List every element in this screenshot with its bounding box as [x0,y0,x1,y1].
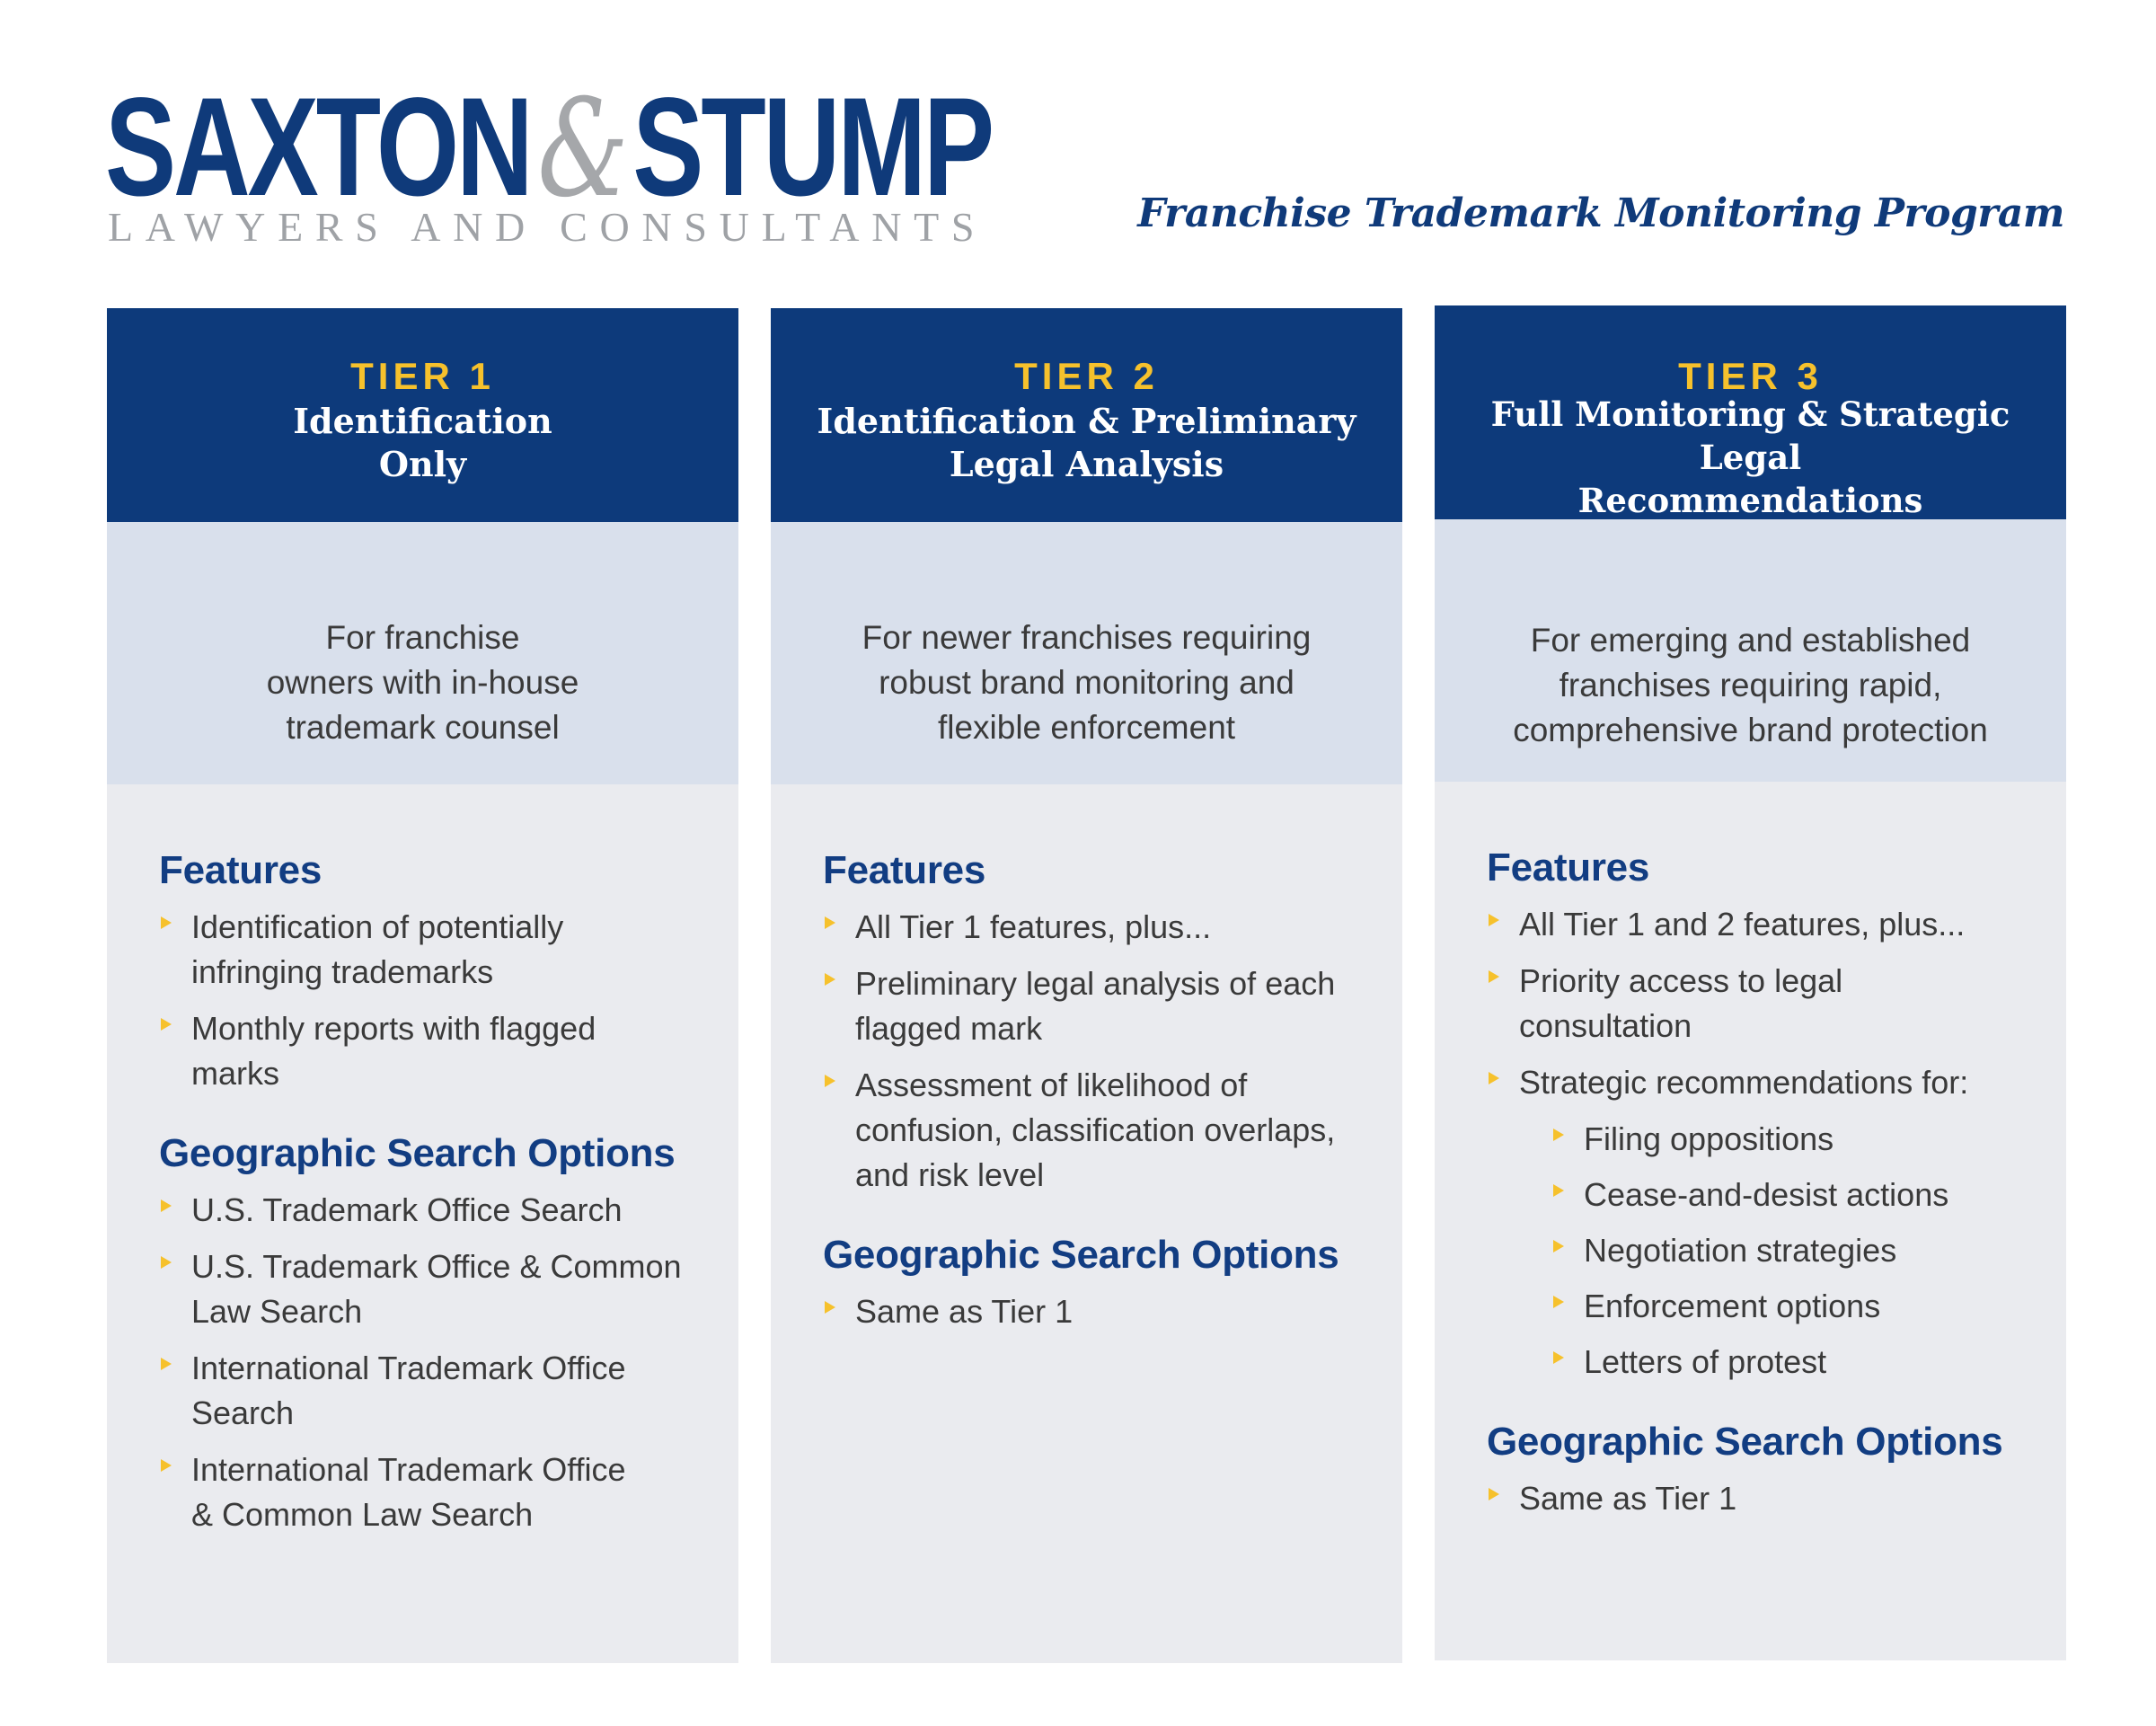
tier-description: For franchise owners with in-house trademark counsel [107,522,738,784]
feature-item: Monthly reports with flagged marks [159,1006,702,1096]
tier-column-1 [107,308,738,1663]
tier-header [771,308,1402,522]
tier-description: For newer franchises requiring robust brand monitoring and flexible enforcement [771,522,1402,784]
geo-options-heading: Geographic Search Options [1487,1420,2003,1464]
logo-subtitle: LAWYERS AND CONSULTANTS [108,204,987,250]
geo-option-item: U.S. Trademark Office & Common Law Search [159,1244,702,1334]
features-list [823,905,1366,1198]
feature-item: Strategic recommendations for: [1487,1060,2030,1105]
bullet-triangle-icon [1553,1240,1564,1252]
bullet-triangle-icon [1553,1129,1564,1141]
tier-column-3 [1435,305,2066,1660]
geo-options-heading: Geographic Search Options [159,1131,676,1175]
tier-label: TIER 1 [350,355,495,397]
bullet-triangle-icon [161,1459,172,1472]
feature-item: All Tier 1 features, plus... [823,905,1366,950]
bullet-triangle-icon [1553,1184,1564,1197]
sub-feature-item: Negotiation strategies [1487,1228,2030,1273]
sub-feature-item: Cease-and-desist actions [1487,1173,2030,1217]
logo-name-right: STUMP [632,69,993,226]
tier-header [107,308,738,522]
geo-option-item: International Trademark Office Search [159,1346,702,1436]
bullet-triangle-icon [825,973,835,986]
bullet-triangle-icon [161,1199,172,1212]
feature-item: All Tier 1 and 2 features, plus... [1487,902,2030,947]
bullet-triangle-icon [825,916,835,929]
logo-name-left: SAXTON [105,69,531,226]
tier-body [771,784,1402,1663]
sub-feature-item: Filing oppositions [1487,1117,2030,1162]
geo-option-item: U.S. Trademark Office Search [159,1188,702,1233]
geo-option-item: Same as Tier 1 [1487,1476,2030,1521]
company-logo [105,69,993,250]
bullet-triangle-icon [161,1358,172,1370]
bullet-triangle-icon [825,1075,835,1087]
features-heading: Features [159,848,323,892]
feature-item: Priority access to legal consultation [1487,959,2030,1049]
feature-item: Preliminary legal analysis of each flagged mark [823,961,1366,1051]
tier-body [107,784,738,1663]
bullet-triangle-icon [1489,1488,1499,1500]
bullet-triangle-icon [825,1301,835,1314]
sub-feature-item: Letters of protest [1487,1340,2030,1385]
feature-item: Identification of potentially infringing trademarks [159,905,702,995]
geo-option-item: Same as Tier 1 [823,1289,1366,1334]
bullet-triangle-icon [161,1256,172,1269]
tier-description: For emerging and established franchises requiring rapid, comprehensive brand protection [1435,519,2066,782]
features-list [159,905,702,1096]
bullet-triangle-icon [161,916,172,929]
bullet-triangle-icon [161,1018,172,1031]
geo-options-list [1487,1476,2030,1521]
geo-options-list [823,1289,1366,1334]
bullet-triangle-icon [1489,970,1499,983]
geo-options-list [159,1188,702,1537]
tier-label: TIER 2 [1014,355,1159,397]
bullet-triangle-icon [1489,1072,1499,1084]
tier-body [1435,782,2066,1660]
tier-column-2 [771,308,1402,1663]
tier-label: TIER 3 [1678,355,1823,397]
geo-option-item: International Trademark Office & Common Law Search [159,1447,702,1537]
features-heading: Features [823,848,986,892]
logo-ampersand: & [537,71,626,227]
tier-header [1435,305,2066,519]
program-title: Franchise Trademark Monitoring Program [1137,190,2064,236]
features-heading: Features [1487,845,1650,890]
tier-name: Identification Only [293,401,552,484]
feature-item: Assessment of likelihood of confusion, classification overlaps, and risk level [823,1063,1366,1198]
sub-feature-item: Enforcement options [1487,1284,2030,1329]
tier-name: Identification & Preliminary Legal Analysis [817,401,1356,484]
bullet-triangle-icon [1553,1351,1564,1364]
features-list [1487,902,2030,1385]
bullet-triangle-icon [1489,914,1499,926]
tier-name: Full Monitoring & Strategic Legal Recommendations [1490,394,2010,520]
bullet-triangle-icon [1553,1296,1564,1308]
geo-options-heading: Geographic Search Options [823,1233,1339,1277]
